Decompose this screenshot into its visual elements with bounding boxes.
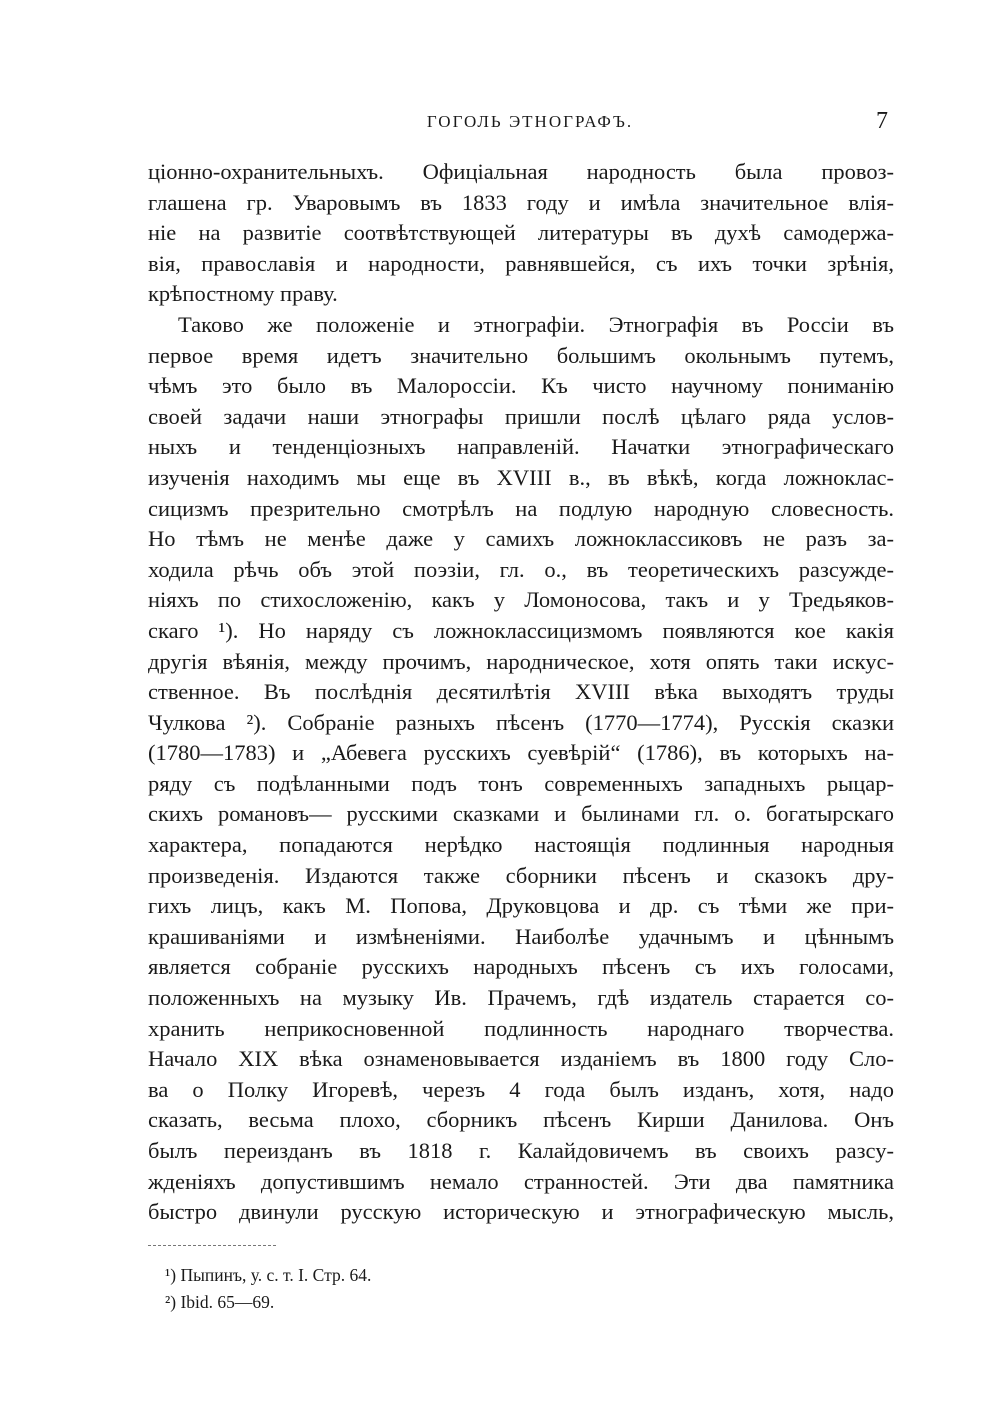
text-line: ныхъ и тенденціозныхъ направленій. Начатки этнографическаго: [148, 434, 894, 460]
text-line: ряду съ подѣланными подъ тонъ современныхъ западныхъ рыцар-: [148, 770, 894, 796]
text-line: является собраніе русскихъ народныхъ пѣсенъ съ ихъ голосами,: [148, 954, 894, 980]
text-line: чѣмъ это было въ Малороссіи. Къ чисто научному пониманію: [148, 373, 894, 399]
text-line: ственное. Въ послѣднія десятилѣтія XVIII вѣка выходятъ труды: [148, 679, 894, 705]
text-line: Чулкова ²). Собраніе разныхъ пѣсенъ (1770—1774), Русскія сказки: [148, 709, 894, 735]
text-line: Но тѣмъ не менѣе даже у самихъ ложноклассиковъ не разъ за-: [148, 526, 894, 552]
text-line: ніе на развитіе соотвѣтствующей литературы въ духѣ самодержа-: [148, 220, 894, 246]
text-line: былъ переизданъ въ 1818 г. Калайдовичемъ въ своихъ разсу-: [148, 1138, 894, 1163]
text-line: Таково же положеніе и этнографіи. Этнографія въ Россіи въ: [178, 311, 894, 337]
text-line: быстро двинули русскую историческую и этнографическую мысль,: [148, 1199, 894, 1225]
running-header: [0, 108, 1000, 138]
text-line: сказать, весьма плохо, сборникъ пѣсенъ Кирши Данилова. Онъ: [148, 1107, 894, 1133]
footnote-separator: [148, 1245, 276, 1246]
text-line: Начало XIX вѣка ознаменовывается изданіемъ въ 1800 году Сло-: [148, 1046, 894, 1072]
footnote-mark: ¹): [165, 1265, 177, 1285]
text-line: другія вѣянія, между прочимъ, народническое, хотя опять таки искус-: [148, 648, 894, 674]
text-line: характера, попадаются нерѣдко настоящія подлинныя народныя: [148, 832, 894, 858]
text-line: гихъ лицъ, какъ М. Попова, Друковцова и др. съ тѣми же при-: [148, 893, 894, 919]
text-line: скихъ романовъ— русскими сказками и былинами гл. о. богатырскаго: [148, 801, 894, 827]
text-line: глашена гр. Уваровымъ въ 1833 году и имѣла значительное влія-: [148, 189, 894, 215]
paragraph: [148, 310, 894, 1228]
text-line: своей задачи наши этнографы пришли послѣ цѣлаго ряда услов-: [148, 403, 894, 429]
body-text: [148, 157, 894, 1228]
text-line: первое время идетъ значительно большимъ окольнымъ путемъ,: [148, 342, 894, 368]
footnote-mark: ²): [165, 1292, 177, 1312]
text-line: произведенія. Издаются также сборники пѣсенъ и сказокъ дру-: [148, 862, 894, 888]
text-line: крашиваніями и измѣненіями. Наиболѣе удачнымъ и цѣннымъ: [148, 923, 894, 949]
text-line: (1780—1783) и „Абевега русскихъ суевѣрій“ (1786), въ которыхъ на-: [148, 740, 894, 766]
text-line: ва о Полку Игоревѣ, черезъ 4 года былъ изданъ, хотя, надо: [148, 1076, 894, 1102]
footnote-1: [165, 1262, 371, 1289]
text-line: жденіяхъ допустившимъ немало странностей. Эти два памятника: [148, 1168, 894, 1194]
page-number: 7: [876, 108, 888, 134]
text-line: ходила рѣчь объ этой поэзіи, гл. о., въ теоретическихъ разсужде-: [148, 556, 894, 582]
text-line: положенныхъ на музыку Ив. Прачемъ, гдѣ издатель старается со-: [148, 985, 894, 1011]
running-title: ГОГОЛЬ ЭТНОГРАФЪ.: [426, 112, 634, 131]
paragraph: [148, 157, 894, 310]
footnote-text: Пыпинъ, у. с. т. I. Стр. 64.: [180, 1265, 372, 1285]
footnote-2: [165, 1289, 371, 1316]
text-line: изученія находимъ мы еще въ XVIII в., въ вѣкѣ, когда ложноклас-: [148, 464, 894, 490]
text-line: крѣпостному праву.: [148, 281, 338, 307]
footnote-text: Ibid. 65—69.: [180, 1292, 275, 1312]
text-line: ніяхъ по стихосложенію, какъ у Ломоносова, такъ и у Тредьяков-: [148, 587, 894, 613]
text-line: сицизмъ презрительно смотрѣлъ на подлую народную словесность.: [148, 495, 894, 521]
text-line: ціонно-охранительныхъ. Офиціальная народность была провоз-: [148, 159, 894, 184]
text-line: скаго ¹). Но наряду съ ложноклассицизмомъ появляются кое какія: [148, 617, 894, 643]
text-line: хранить неприкосновенной подлинность народнаго творчества.: [148, 1015, 894, 1041]
text-line: вія, православія и народности, равнявшейся, съ ихъ точки зрѣнія,: [148, 250, 894, 276]
footnotes: [165, 1262, 371, 1316]
